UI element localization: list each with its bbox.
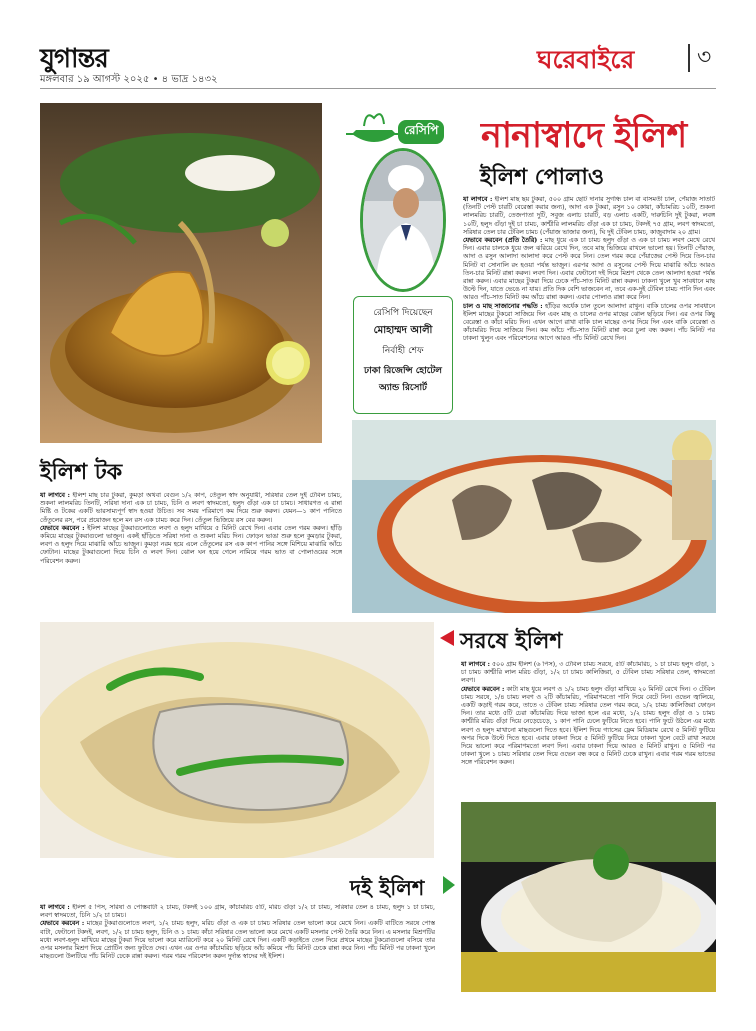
photo-ilish-tok: [40, 103, 322, 443]
doi-method: মাছের টুকরাগুলোতে লবণ, ১/২ চামচ হলুদ, মরিচ গুঁড়া ও এক চা চামচ সরিষার তেল ভালো করে মেখে নিন। একটি বাটিতে সরষে পোস্ত বাটা, ফেটানো টকদই, লবণ, ১/২ চা চামচ হলুদ, চিনি ও ১ চামচ কাঁচা সরিষার তেল ভালো করে মেখে একটি মসলার পেস্ট তৈরি করে নিন। এ মসলার মিশ্রণটির মধ্যে লবণ-হলুদ মাখিয়ে মাছের টুকরা দিয়ে ভালো করে ম্যারিনেট করে ২০ মিনিট রেখে দিন। একটি কড়াইতে তেল দিয়ে প্রথমে মাছের টুকরোগুলো বসিয়ে তার ওপর মসলার মিশ্রণ দিয়ে প্রোটিন জন্য ফুটতে দেব। এখন এর ওপর কাঁচামরিচ ছড়িয়ে আঁচ কমিয়ে পাঁচ মিনিট ঢেকে রান্না করে নিন। পাঁচ মিনিট পর ঢাকনা খুলে মাছগুলো উলটিয়ে পাঁচ মিনিট ঢেকে রান্না করুন। গরম গরম পরিবেশন করুন দুর্দান্ত স্বাদের দই ইলিশ।: [40, 920, 435, 961]
label-doi-method: যেভাবে করবেন :: [40, 920, 85, 928]
label-tok-ingredients: যা লাগবে :: [40, 492, 70, 499]
text-ilish-polao: [463, 196, 715, 418]
chef-name: মোহাম্মদ আলী: [373, 325, 433, 336]
label-polao-method: যেভাবে করবেন (প্রতি তৈরি) :: [463, 237, 543, 245]
page-number: ৩: [697, 45, 712, 70]
label-shorshe-method: যেভাবে করবেন :: [461, 685, 505, 693]
chef-hotel-line2: অ্যান্ড রিসোর্ট: [379, 383, 427, 393]
chef-hat-icon: [344, 104, 404, 150]
dateline: মঙ্গলবার ১৯ আগস্ট ২০২৫ • ৪ ভাদ্র ১৪৩২: [40, 74, 218, 85]
chef-role: নির্বাহী শেফ: [382, 346, 424, 356]
photo-shorshe-ilish: [40, 622, 434, 858]
main-title: নানাস্বাদে ইলিশ: [481, 116, 687, 156]
chef-intro: রেসিপি দিয়েছেন: [373, 308, 433, 318]
chef-hotel-line1: ঢাকা রিজেন্সি হোটেল: [364, 366, 442, 376]
polao-assembly: হাঁড়ির অর্ধেক চাল তুলে আলাদা রাখুন। বাকি চালের ওপর সাবধানে ইলিশ মাছের টুকরো সাজিয়ে দিন এবং মাছ ও চালের ওপর মাছের ঝোল ছড়িয়ে দিন। এর ওপর কিছু বেরেস্তা ও কাঁচা মরিচ দিন। এখন আগে রাখা বাকি চাল মাছের ওপর দিয়ে দিন এবং বাকি বেরেস্তা ও কাঁচামরিচ দিয়ে সাজিয়ে দিন। কম আঁচে পাঁচ-সাত মিনিট রান্না করে চুলা বন্ধ করুন। পাঁচ মিনিট পর ঢাকনা খুলুন এবং পরিবেশনের আগে আরও পাঁচ মিনিট রেখে দিন।: [463, 302, 715, 343]
shorshe-method: কাটা মাছ ধুয়ে লবণ ও ১/২ চামচ হলুদ গুঁড়া মাখিয়ে ২০ মিনিট রেখে দিন। ৩ টেবিল চামচ সরষে, ১/৪ চামচ লবণ ও ২টি কাঁচামরিচ, পরিমাণমতো পানি দিয়ে বেটে নিন। ওভেন জ্বালিয়ে, একটি কড়াই গরম করে, তাতে ৩ টেবিল চামচ সরিষার তেল গরম করে, ১/২ চামচ কালিজিরা ফোড়ন দিন। তার মধ্যে ৫টি চেরা কাঁচামরিচ দিয়ে ভাজা হলে এর মধ্যে, ১/২ চামচ হলুদ গুঁড়া ও ১ চামচ কাশ্মীরি মরিচ গুঁড়া দিয়ে নেড়েচেড়ে, ১ কাপ পানি ঢেলে ফুটিয়ে নিতে হবে। পানি ফুটে উঠলে এর মধ্যে লবণ ও হলুদ মাখানো মাছগুলো দিতে হবে। ইলিশ দিয়ে গ্যাসের ফ্লেম মিডিয়াম রেখে ৫ মিনিট ফুটিয়ে অপর দিকে উল্টে দিতে হবে। এবার ঢাকনা দিয়ে ৫ মিনিট ফুটিয়ে নিয়ে ঢাকনা খুলে বেটে রাখা সরষে দিয়ে ভালো করে পরিমাণমতো লবণ দিন। এবার ঢাকনা দিয়ে আরও ৫ মিনিট রাখুন। ৫ মিনিট পর ঢাকনা খুলে ১ চামচ সরিষার তেল দিয়ে ওভেন বন্ধ করে ৫ মিনিট ঢেকে রাখুন। এবার গরম গরম ভাতের সঙ্গে পরিবেশন করুন।: [461, 685, 715, 767]
top-rule: [40, 88, 716, 89]
text-ilish-tok: [40, 492, 342, 610]
arrow-right-icon: [443, 876, 455, 894]
label-tok-method: যেভাবে করবেন :: [40, 524, 85, 532]
chef-portrait: [360, 148, 446, 292]
polao-method: মাছ ধুয়ে এক চা চামচ হলুদ গুঁড়া ও এক চা চামচ লবণ মেখে রেখে দিন। এবার চালকে ধুয়ে জল ঝরিয়ে রেখে দিন, তবে মাছ ভিজিয়ে রাখলে ভালো হয়। তিনটি পেঁয়াজ, আদা ও রসুন আলাদা আলাদা করে পেস্ট করে নিন। তেল গরম করে পেঁয়াজের পেস্ট দিয়ে তিন-চার মিনিট বা সোনালি রং হওয়া পর্যন্ত ভাজুন। এরপর আদা ও রসুনের পেস্ট দিয়ে মাঝারি আঁচে আরও তিন-চার মিনিট রান্না করুন। লবণ দিন। এবার ফেটানো দই দিয়ে মিশ্রণ থেকে তেল আলাদা হওয়া পর্যন্ত রান্না করুন। এবার মাছের টুকরা দিয়ে ঢেকে পাঁচ-সাত মিনিট রান্না করুন। ঢাকনা খুলে খুব সাবধানে মাছ উল্টে দিন, যাতে ভেঙে না যায়। প্রতি দিক বেশি ভাজবেন না, তবে এক-দুই টেবিল চামচ পানি দিন এবং আরও পাঁচ-সাত মিনিট কম আঁচে রান্না করুন। এবার পোলাও রান্না করে নিন।: [463, 237, 715, 302]
shorshe-ingredients: ৫০০ গ্রাম ইলিশ (৬ পিস), ৩ টেবিল চামচ সরষে, ৫টি কাঁচামরিচ, ১ চা চামচ হলুদ গুঁড়া, ১ চা চামচ কাশ্মীরি লাল মরিচ গুঁড়া, ১/২ চা চামচ কালিজিরা, ৫ টেবিল চামচ সরিষার তেল, স্বাদমতো লবণ।: [461, 661, 715, 685]
text-shorshe-ilish: [461, 661, 715, 799]
heading-shorshe-ilish: সরষে ইলিশ: [460, 629, 563, 654]
text-doi-ilish: [40, 904, 435, 996]
recipe-badge-label: রেসিপি: [398, 120, 444, 144]
doi-ingredients: ইলিশ ৫ পিস, সরিষা ও পোস্তবাটা ২ চামচ, টকদই ১০০ গ্রাম, কাঁচামরিচ ৫টি, মরিচ গুঁড়া ১/২ চা চামচ, সরিষার তেল ৪ চামচ, হলুদ ১ চা চামচ, লবণ স্বাদমতো, চিনি ১/২ চা চামচ।: [40, 904, 435, 920]
tok-ingredients: ইলিশ মাছ চার টুকরা, কুমড়া অথবা বেগুন ১/২ কাপ, তেঁতুল স্বাদ অনুযায়ী, সরিষার তেল দুই টেবিল চামচ, শুকনা লালমরিচ তিনটি, সরিষা দানা এক চা চামচ, চিনি ও লবণ স্বাদমতো, হলুদ গুঁড়া এক চা চামচ। সাধারণত এ রান্না মিষ্টি ও টকের একটি ভারসাম্যপূর্ণ স্বাদ হওয়া উচিত। সব সময় পরিমাণে কম দিয়ে শুরু করুন। যেমন—১ কাপ পানিতে তেঁতুলের রস, পরে প্রয়োজন হলে মন রস এক চামচ করে দিন। তেঁতুল ভিজিয়ে রস বের করুন।: [40, 492, 342, 524]
masthead-logo: যুগান্তর: [40, 44, 108, 74]
label-shorshe-ingredients: যা লাগবে :: [461, 661, 490, 668]
heading-doi-ilish: দই ইলিশ: [350, 876, 425, 900]
section-divider: [688, 44, 690, 72]
label-polao-ingredients: যা লাগবে :: [463, 196, 493, 203]
label-doi-ingredients: যা লাগবে :: [40, 904, 70, 911]
tok-method: ইলিশ মাছের টুকরাগুলোতে লবণ ও হলুদ মাখিয়ে ৫ মিনিট রেখে দিন। এবার তেল গরম করুন। হাঁড়ি কমিয়ে মাছের টুকরাগুলো ভাজুন। একই হাঁড়িতে সরিষা দানা ও শুকনা মরিচ দিন। ফোড়ন ভাঙা শুরু হলে কুমড়ার টুকরা, লবণ ও হলুদ দিয়ে মাঝারি আঁচে ভাজুন। কুমড়া নরম হয়ে এলে তেঁতুলের রস এক কাপ পানির সঙ্গে মিশিয়ে মাঝারি আঁচে ফোটান। মাছের টুকরাগুলো দিয়ে চিনি ও লবণ দিন। ঝোল ঘন হয়ে গেলে নামিয়ে গরম ভাত বা পোলাওয়ের সঙ্গে পরিবেশন করুন।: [40, 524, 342, 565]
photo-doi-ilish: [461, 802, 716, 992]
polao-ingredients: ইলিশ মাছ ছয় টুকরা, ৫০০ গ্রাম ছোট দানার সুগন্ধি চাল বা বাসমতী চাল, পেঁয়াজ সাতটি (তিনটি পেস্ট চারটি বেরেস্তা করার জন্য), আদা এক টুকরা, রসুন ১০ কোয়া, কাঁচামরিচ ১০টি, শুকনা লালমরিচ চারটি, তেজপাতা দুটি, সবুজ এলাচ চারটি, বড় এলাচ একটি, দারুচিনি দুই টুকরা, লবঙ্গ ১০টি, হলুদ গুঁড়া দুই চা চামচ, কাশ্মীরি লালমরিচ গুঁড়া এক চা চামচ, টকদই ৭৫ গ্রাম, লবণ স্বাদমতো, সরিষার তেল চার টেবিল চামচ (পেঁয়াজ ভাজার জন্য), ঘি দুই টেবিল চামচ, কাজুবাদাম ২০ গ্রাম।: [463, 196, 715, 236]
arrow-left-icon: [440, 630, 454, 646]
chef-credit-box: [353, 296, 453, 414]
heading-ilish-tok: ইলিশ টক: [40, 460, 123, 485]
heading-ilish-polao: ইলিশ পোলাও: [480, 165, 605, 190]
photo-ilish-polao: [352, 420, 716, 613]
label-polao-assembly: চাল ও মাছ সাজানোর পদ্ধতি :: [463, 302, 543, 310]
section-title: ঘরেবাইরে: [537, 45, 635, 74]
